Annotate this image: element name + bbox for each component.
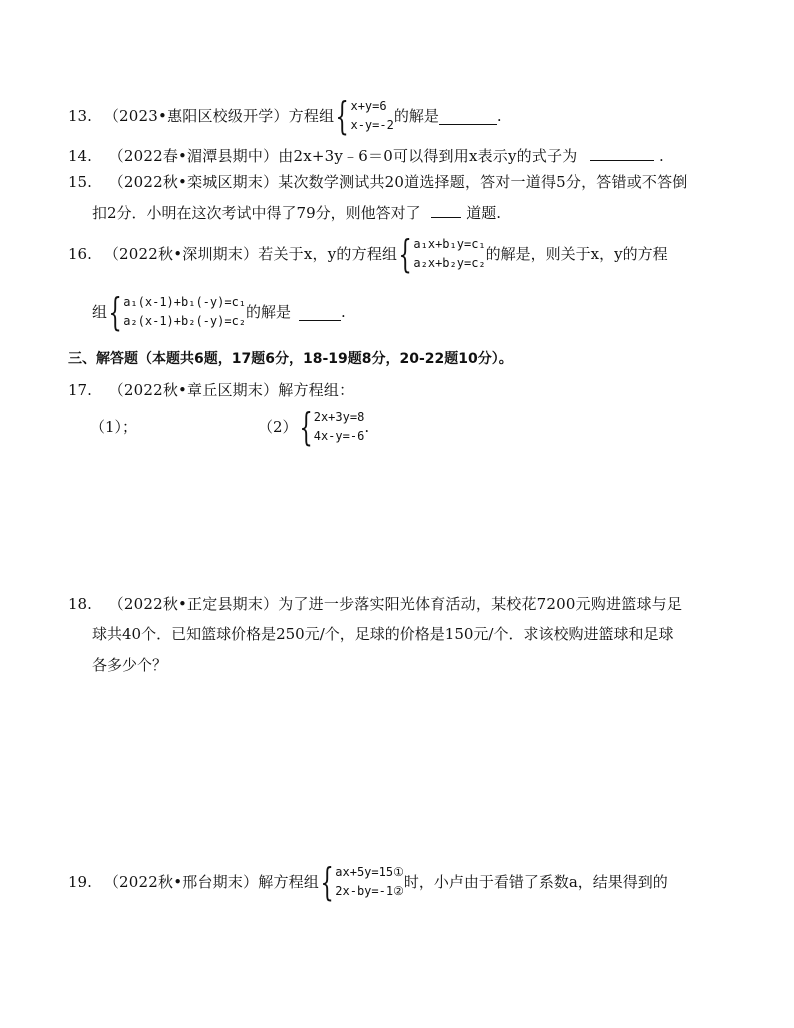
punctuation: . xyxy=(496,107,502,125)
question-text: 组 xyxy=(92,303,108,321)
question-text: 的解是，则关于x，y的方程 xyxy=(485,245,668,263)
question-text: 时，小卢由于看错了系数a，结果得到的 xyxy=(403,873,668,891)
question-17-part-1: （1）； xyxy=(90,418,138,436)
answer-blank[interactable] xyxy=(590,144,654,161)
question-number: 19. xyxy=(68,873,92,891)
question-text: （2022春•湄潭县期中）由2x+3y﹣6＝0可以得到用x表示y的式子为 xyxy=(108,147,578,165)
question-text: （2022秋•邢台期末）解方程组 xyxy=(103,873,320,891)
question-number: 16. xyxy=(68,245,92,263)
question-13 xyxy=(68,96,502,136)
equation: a₂x+b₂y=c₂ xyxy=(413,256,486,270)
brace-icon: { xyxy=(108,290,122,334)
equation: x-y=-2 xyxy=(350,118,394,132)
equation: a₁x+b₁y=c₁ xyxy=(413,237,486,251)
question-16-line-2 xyxy=(92,292,346,332)
question-18-line-1 xyxy=(68,594,682,614)
answer-blank[interactable] xyxy=(431,201,461,218)
question-text: （2023•惠阳区校级开学）方程组 xyxy=(103,107,335,125)
question-number: 14. xyxy=(68,147,92,165)
question-number: 18. xyxy=(68,595,92,613)
equation-system xyxy=(107,290,247,334)
equation-system xyxy=(334,94,394,138)
equation-system xyxy=(319,860,404,904)
question-number: 17. xyxy=(68,381,92,399)
equation-system xyxy=(397,232,486,276)
question-text: （2） xyxy=(258,418,298,436)
equation: ax+5y=15① xyxy=(335,865,404,879)
question-14 xyxy=(68,144,664,166)
question-18-line-2: 球共40个．已知篮球价格是250元/个，足球的价格是150元/个．求该校购进篮球和足球 xyxy=(92,625,674,643)
question-text: 的解是 xyxy=(246,303,292,321)
question-17 xyxy=(68,380,354,400)
question-text: （2022秋•深圳期末）若关于x，y的方程组 xyxy=(103,245,398,263)
punctuation: . xyxy=(341,303,346,321)
question-15-line-2 xyxy=(92,201,501,223)
question-17-part-2 xyxy=(258,407,369,447)
question-19 xyxy=(68,862,668,902)
answer-blank[interactable] xyxy=(439,108,497,125)
punctuation: . xyxy=(364,418,370,436)
brace-icon: { xyxy=(298,405,313,449)
brace-icon: { xyxy=(320,860,334,904)
equation: a₂(x-1)+b₂(-y)=c₂ xyxy=(123,314,247,328)
brace-icon: { xyxy=(335,94,350,138)
question-text: （2022秋•章丘区期末）解方程组： xyxy=(108,381,355,399)
question-18-line-3: 各多少个？ xyxy=(92,656,168,674)
question-text: 扣2分．小明在这次考试中得了79分，则他答对了 xyxy=(92,204,421,222)
equation: 2x+3y=8 xyxy=(313,410,365,424)
question-text: 道题. xyxy=(466,204,501,222)
question-15-line-1 xyxy=(68,172,688,192)
equation-system xyxy=(298,405,365,449)
equation: a₁(x-1)+b₁(-y)=c₁ xyxy=(123,295,247,309)
question-number: 13. xyxy=(68,107,92,125)
answer-blank[interactable] xyxy=(299,304,341,321)
brace-icon: { xyxy=(398,232,412,276)
question-number: 15. xyxy=(68,173,92,191)
question-text: 的解是 xyxy=(393,107,439,125)
section-heading: 三、解答题（本题共6题，17题6分，18-19题8分，20-22题10分）。 xyxy=(68,351,513,367)
punctuation: . xyxy=(659,147,664,165)
question-text: （2022秋•栾城区期末）某次数学测试共20道选择题，答对一道得5分，答错或不答倒 xyxy=(108,173,688,191)
question-16-line-1 xyxy=(68,234,668,274)
equation: x+y=6 xyxy=(350,99,387,113)
equation: 2x-by=-1② xyxy=(335,884,404,898)
question-text: （2022秋•正定县期末）为了进一步落实阳光体育活动，某校花7200元购进篮球与足 xyxy=(108,595,683,613)
equation: 4x-y=-6 xyxy=(313,429,365,443)
